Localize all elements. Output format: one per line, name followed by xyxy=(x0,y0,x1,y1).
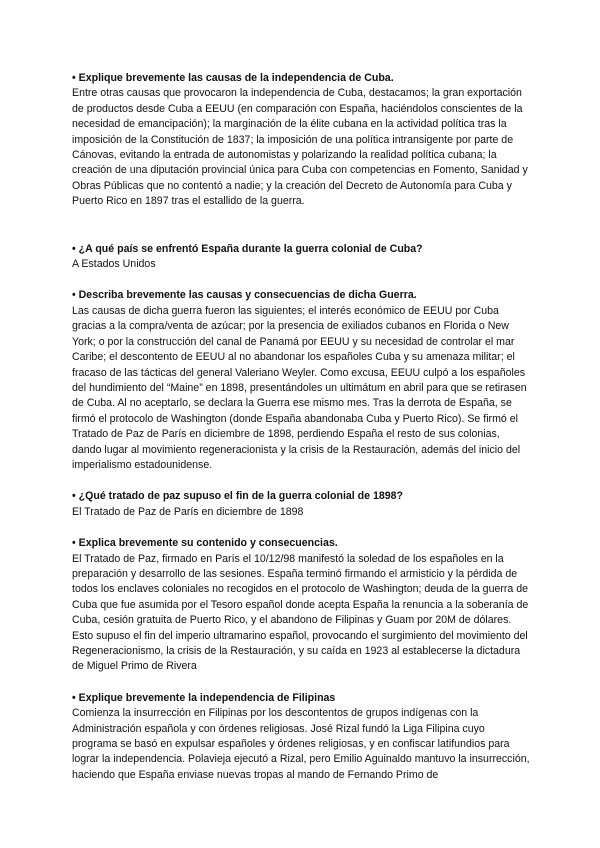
answer-paragraph: Comienza la insurrección en Filipinas por los descontentos de grupos indígenas con la Administración española y con órdenes religiosas. José Rizal fundó la Liga Filipina cuyo programa se basó en expulsar españoles y órdenes religiosas, y en confiscar latifundios para lograr la independencia. Polavieja ejecutó a Rizal, pero Emilio Aguinaldo mantuvo la insurrección, haciendo que España enviase nuevas tropas al mando de Fernando Primo de xyxy=(72,707,530,781)
question-heading: • ¿A qué país se enfrentó España durante la guerra colonial de Cuba? xyxy=(72,242,423,255)
section-opponent-country xyxy=(72,242,532,273)
section-cuba-independence-causes xyxy=(72,71,532,210)
answer-paragraph: A Estados Unidos xyxy=(72,258,156,271)
question-heading: • Explique brevemente las causas de la independencia de Cuba. xyxy=(72,72,394,84)
spacer xyxy=(72,210,532,242)
answer-paragraph: Esto supuso el fin del imperio ultramarino español, provocando el surgimiento del movimiento del Regeneracionismo, la crisis de la Restauración, y su caída en 1923 al establecerse la dictadura de Miguel Primo de Rivera xyxy=(72,629,528,673)
document-page xyxy=(72,71,532,783)
section-peace-treaty xyxy=(72,489,532,520)
spacer xyxy=(72,520,532,536)
question-heading: • Explica brevemente su contenido y consecuencias. xyxy=(72,537,338,550)
question-heading: • Explique brevemente la independencia de Filipinas xyxy=(72,691,336,704)
answer-paragraph: El Tratado de Paz de París en diciembre de 1898 xyxy=(72,505,304,518)
answer-paragraph: Las causas de dicha guerra fueron las siguientes; el interés económico de EEUU por Cuba gracias a la compra/venta de azúcar; por la presencia de exiliados cubanos en Florida o New York; o por la construcción del canal de Panamá por EEUU y su necesidad de controlar el mar Caribe; el descontento de EEUU al no abandonar los españoles Cuba y su amenaza militar; el fracaso de las tácticas del general Valeriano Weyler. Como excusa, EEUU culpó a los españoles del hundimiento del “Maine” en 1898, presentándoles un ultimátum en abril para que se retirasen de Cuba. Al no aceptarlo, se declara la Guerra ese mismo mes. Tras la derrota de España, se firmó el protocolo de Washington (donde España abandonaba Cuba y Puerto Rico). Se firmó el Tratado de Paz de París en diciembre de 1898, perdiendo España el resto de sus colonias, dando lugar al movimiento regeneracionista y la crisis de la Restauración, además del inicio del imperialismo estadounidense. xyxy=(72,304,527,471)
question-heading: • ¿Qué tratado de paz supuso el fin de la guerra colonial de 1898? xyxy=(72,490,404,503)
section-treaty-content xyxy=(72,536,532,675)
section-philippines-independence xyxy=(72,691,532,783)
answer-paragraph: El Tratado de Paz, firmado en París el 10/12/98 manifestó la soledad de los españoles en la preparación y desarrollo de las sesiones. España terminó firmando el armisticio y la pérdida de todos los enclaves coloniales no recogidos en el protocolo de Washington; deuda de la guerra de Cuba que fue asumida por el Tesoro español donde acepta España la renuncia a la soberanía de Cuba, cesión gratuita de Puerto Rico, y el abandono de Filipinas y Guam por 20M de dólares. xyxy=(72,552,529,627)
answer-paragraph: Entre otras causas que provocaron la independencia de Cuba, destacamos; la gran exportación de productos desde Cuba a EEUU (en comparación con España, haciéndolos conscientes de la necesidad de emancipación); la marginación de la élite cubana en la actividad política tras la imposición de la Constitución de 1837; la imposición de una política intransigente por parte de Cánovas, evitando la entrada de autonomistas y polarizando la realidad política cubana; la creación de una diputación provincial única para Cuba con competencias en Fomento, Sanidad y Obras Públicas que no contentó a nadie; y la creación del Decreto de Autonomía para Cuba y Puerto Rico en 1897 tras el estallido de la guerra. xyxy=(72,87,528,208)
spacer xyxy=(72,675,532,691)
section-war-causes-consequences xyxy=(72,288,532,473)
spacer xyxy=(72,272,532,288)
spacer xyxy=(72,473,532,489)
question-heading: • Describa brevemente las causas y consecuencias de dicha Guerra. xyxy=(72,289,417,302)
